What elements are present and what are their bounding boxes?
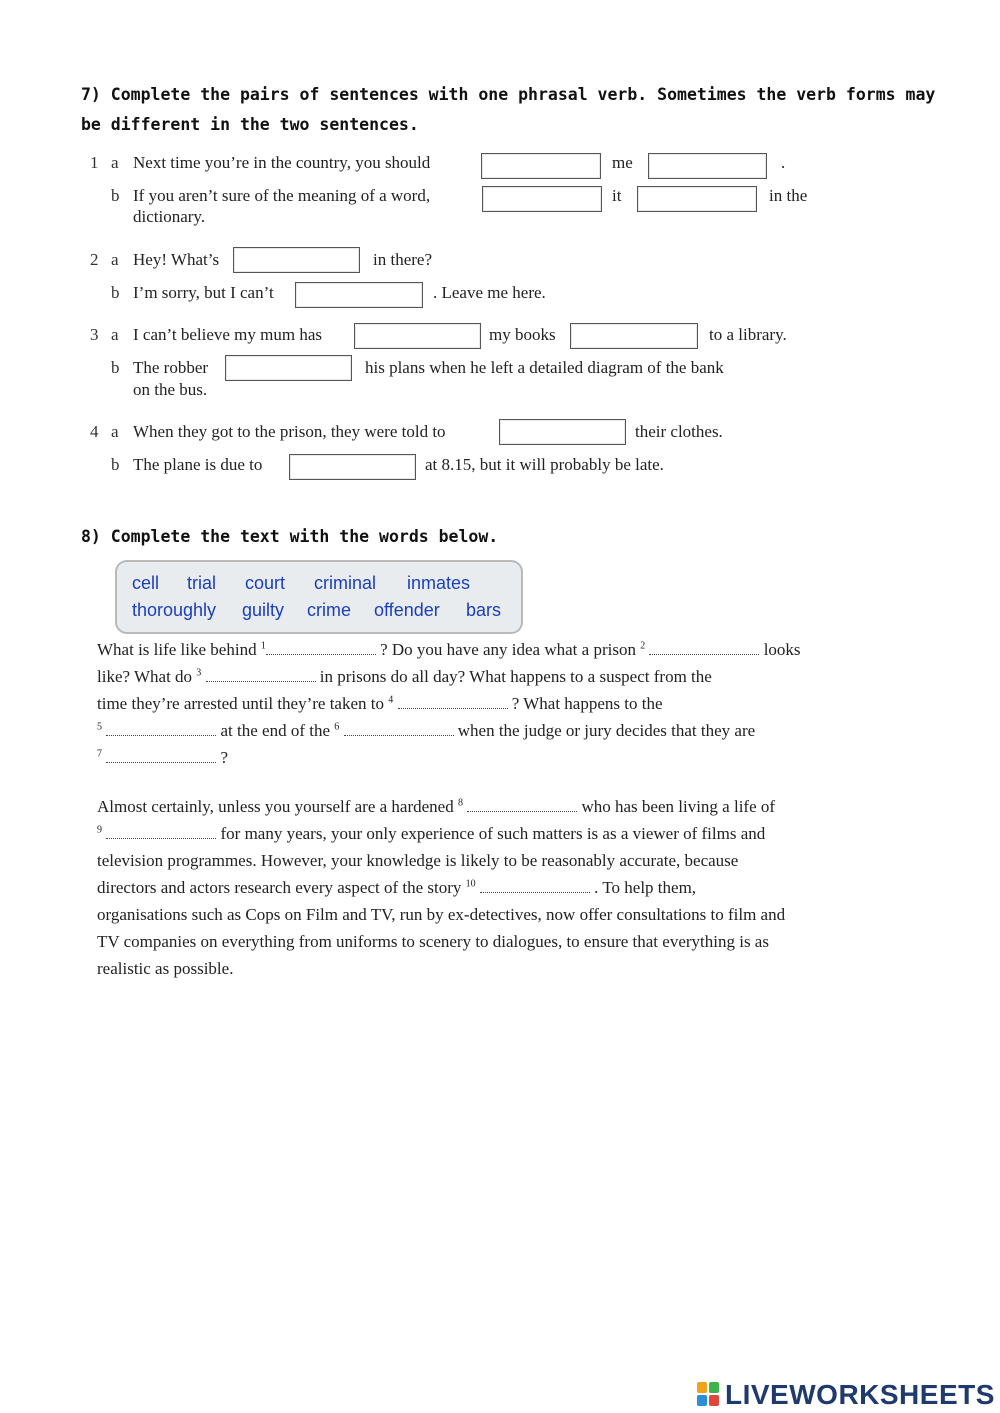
text-line: What is life like behind $^1$ ? Do you have any idea what a prison $^2$ looks [97, 640, 801, 659]
word-bank [115, 560, 523, 634]
sentence-text: The robber [133, 358, 209, 377]
blank-6[interactable] [344, 725, 454, 736]
sentence-text: When they got to the prison, they were told to [133, 422, 446, 441]
item-letter: b [111, 283, 120, 302]
sentence-text: to a library. [709, 325, 787, 344]
sentence-text: it [612, 186, 622, 205]
sentence-text: The plane is due to [133, 455, 263, 474]
exercise-7-heading-line1: 7) Complete the pairs of sentences with one phrasal verb. Sometimes the verb forms may [81, 85, 936, 104]
sentence-text: Next time you’re in the country, you should [133, 153, 431, 172]
answer-3a-2[interactable] [570, 323, 698, 349]
blank-4[interactable] [398, 698, 508, 709]
item-number: 1 [90, 153, 99, 172]
word-bank-item: cell [132, 573, 160, 593]
blank-2[interactable] [649, 644, 759, 655]
liveworksheets-logo[interactable] [697, 1378, 995, 1412]
sentence-text: my books [489, 325, 556, 344]
word-bank-item: court [245, 573, 286, 593]
sentence-text: at 8.15, but it will probably be late. [425, 455, 664, 474]
text-line: TV companies on everything from uniforms to scenery to dialogues, to ensure that everything is as [97, 932, 769, 951]
word-bank-item: guilty [242, 600, 285, 620]
word-bank-item: crime [307, 600, 351, 620]
sentence-text: dictionary. [133, 207, 206, 226]
answer-1a-1[interactable] [481, 153, 601, 179]
text-line: $^5$ at the end of the $^6$ when the judge or jury decides that they are [97, 721, 756, 740]
text-line: Almost certainly, unless you yourself are a hardened $^8$ who has been living a life of [97, 797, 776, 816]
answer-1b-1[interactable] [482, 186, 602, 212]
sentence-text: Hey! What’s [133, 250, 220, 269]
exercise-8-heading: 8) Complete the text with the words below. [81, 527, 499, 546]
sentence-text: I can’t believe my mum has [133, 325, 322, 344]
sentence-text: in there? [373, 250, 432, 269]
blank-9[interactable] [106, 828, 216, 839]
answer-4a[interactable] [499, 419, 626, 445]
word-bank-item: inmates [407, 573, 471, 593]
answer-3a-1[interactable] [354, 323, 481, 349]
text-line: like? What do $^3$ in prisons do all day? What happens to a suspect from the [97, 667, 712, 686]
item-letter: a [111, 250, 119, 269]
text-line: $^9$ for many years, your only experience of such matters is as a viewer of films and [97, 824, 766, 843]
sentence-text: . Leave me here. [433, 283, 546, 302]
item-letter: a [111, 153, 119, 172]
item-letter: a [111, 325, 119, 344]
blank-10[interactable] [480, 882, 590, 893]
sentence-text: on the bus. [133, 380, 208, 399]
logo-icon [697, 1382, 721, 1408]
text-line: television programmes. However, your knowledge is likely to be reasonably accurate, because [97, 851, 739, 870]
text-line: realistic as possible. [97, 959, 234, 978]
answer-4b[interactable] [289, 454, 416, 480]
word-bank-item: bars [466, 600, 502, 620]
item-letter: b [111, 186, 120, 205]
text-line: time they’re arrested until they’re taken to $^4$ ? What happens to the [97, 694, 663, 713]
blank-5[interactable] [106, 725, 216, 736]
answer-1a-2[interactable] [648, 153, 767, 179]
sentence-text: his plans when he left a detailed diagram of the bank [365, 358, 724, 377]
word-bank-item: thoroughly [132, 600, 217, 620]
word-bank-item: offender [374, 600, 440, 620]
blank-3[interactable] [206, 671, 316, 682]
word-bank-item: criminal [314, 573, 377, 593]
answer-1b-2[interactable] [637, 186, 757, 212]
sentence-text: . [781, 153, 786, 172]
item-number: 2 [90, 250, 99, 269]
text-line: organisations such as Cops on Film and TV, run by ex-detectives, now offer consultations to film and [97, 905, 786, 924]
sentence-text: If you aren’t sure of the meaning of a word, [133, 186, 431, 205]
logo-text: LIVEWORKSHEETS [725, 1379, 995, 1410]
exercise-7-heading-line2: be different in the two sentences. [81, 115, 419, 134]
blank-7[interactable] [106, 752, 216, 763]
sentence-text: in the [769, 186, 808, 205]
text-line: $^7$ ? [97, 748, 229, 767]
text-line: directors and actors research every aspect of the story $^{10}$ . To help them, [97, 878, 697, 897]
word-bank-item: trial [187, 573, 217, 593]
sentence-text: their clothes. [635, 422, 723, 441]
blank-1[interactable] [266, 644, 376, 655]
sentence-text: me [612, 153, 633, 172]
answer-2b[interactable] [295, 282, 423, 308]
item-number: 4 [90, 422, 99, 441]
item-number: 3 [90, 325, 99, 344]
item-letter: a [111, 422, 119, 441]
blank-8[interactable] [467, 801, 577, 812]
answer-2a[interactable] [233, 247, 360, 273]
answer-3b[interactable] [225, 355, 352, 381]
sentence-text: I’m sorry, but I can’t [133, 283, 274, 302]
item-letter: b [111, 358, 120, 377]
item-letter: b [111, 455, 120, 474]
